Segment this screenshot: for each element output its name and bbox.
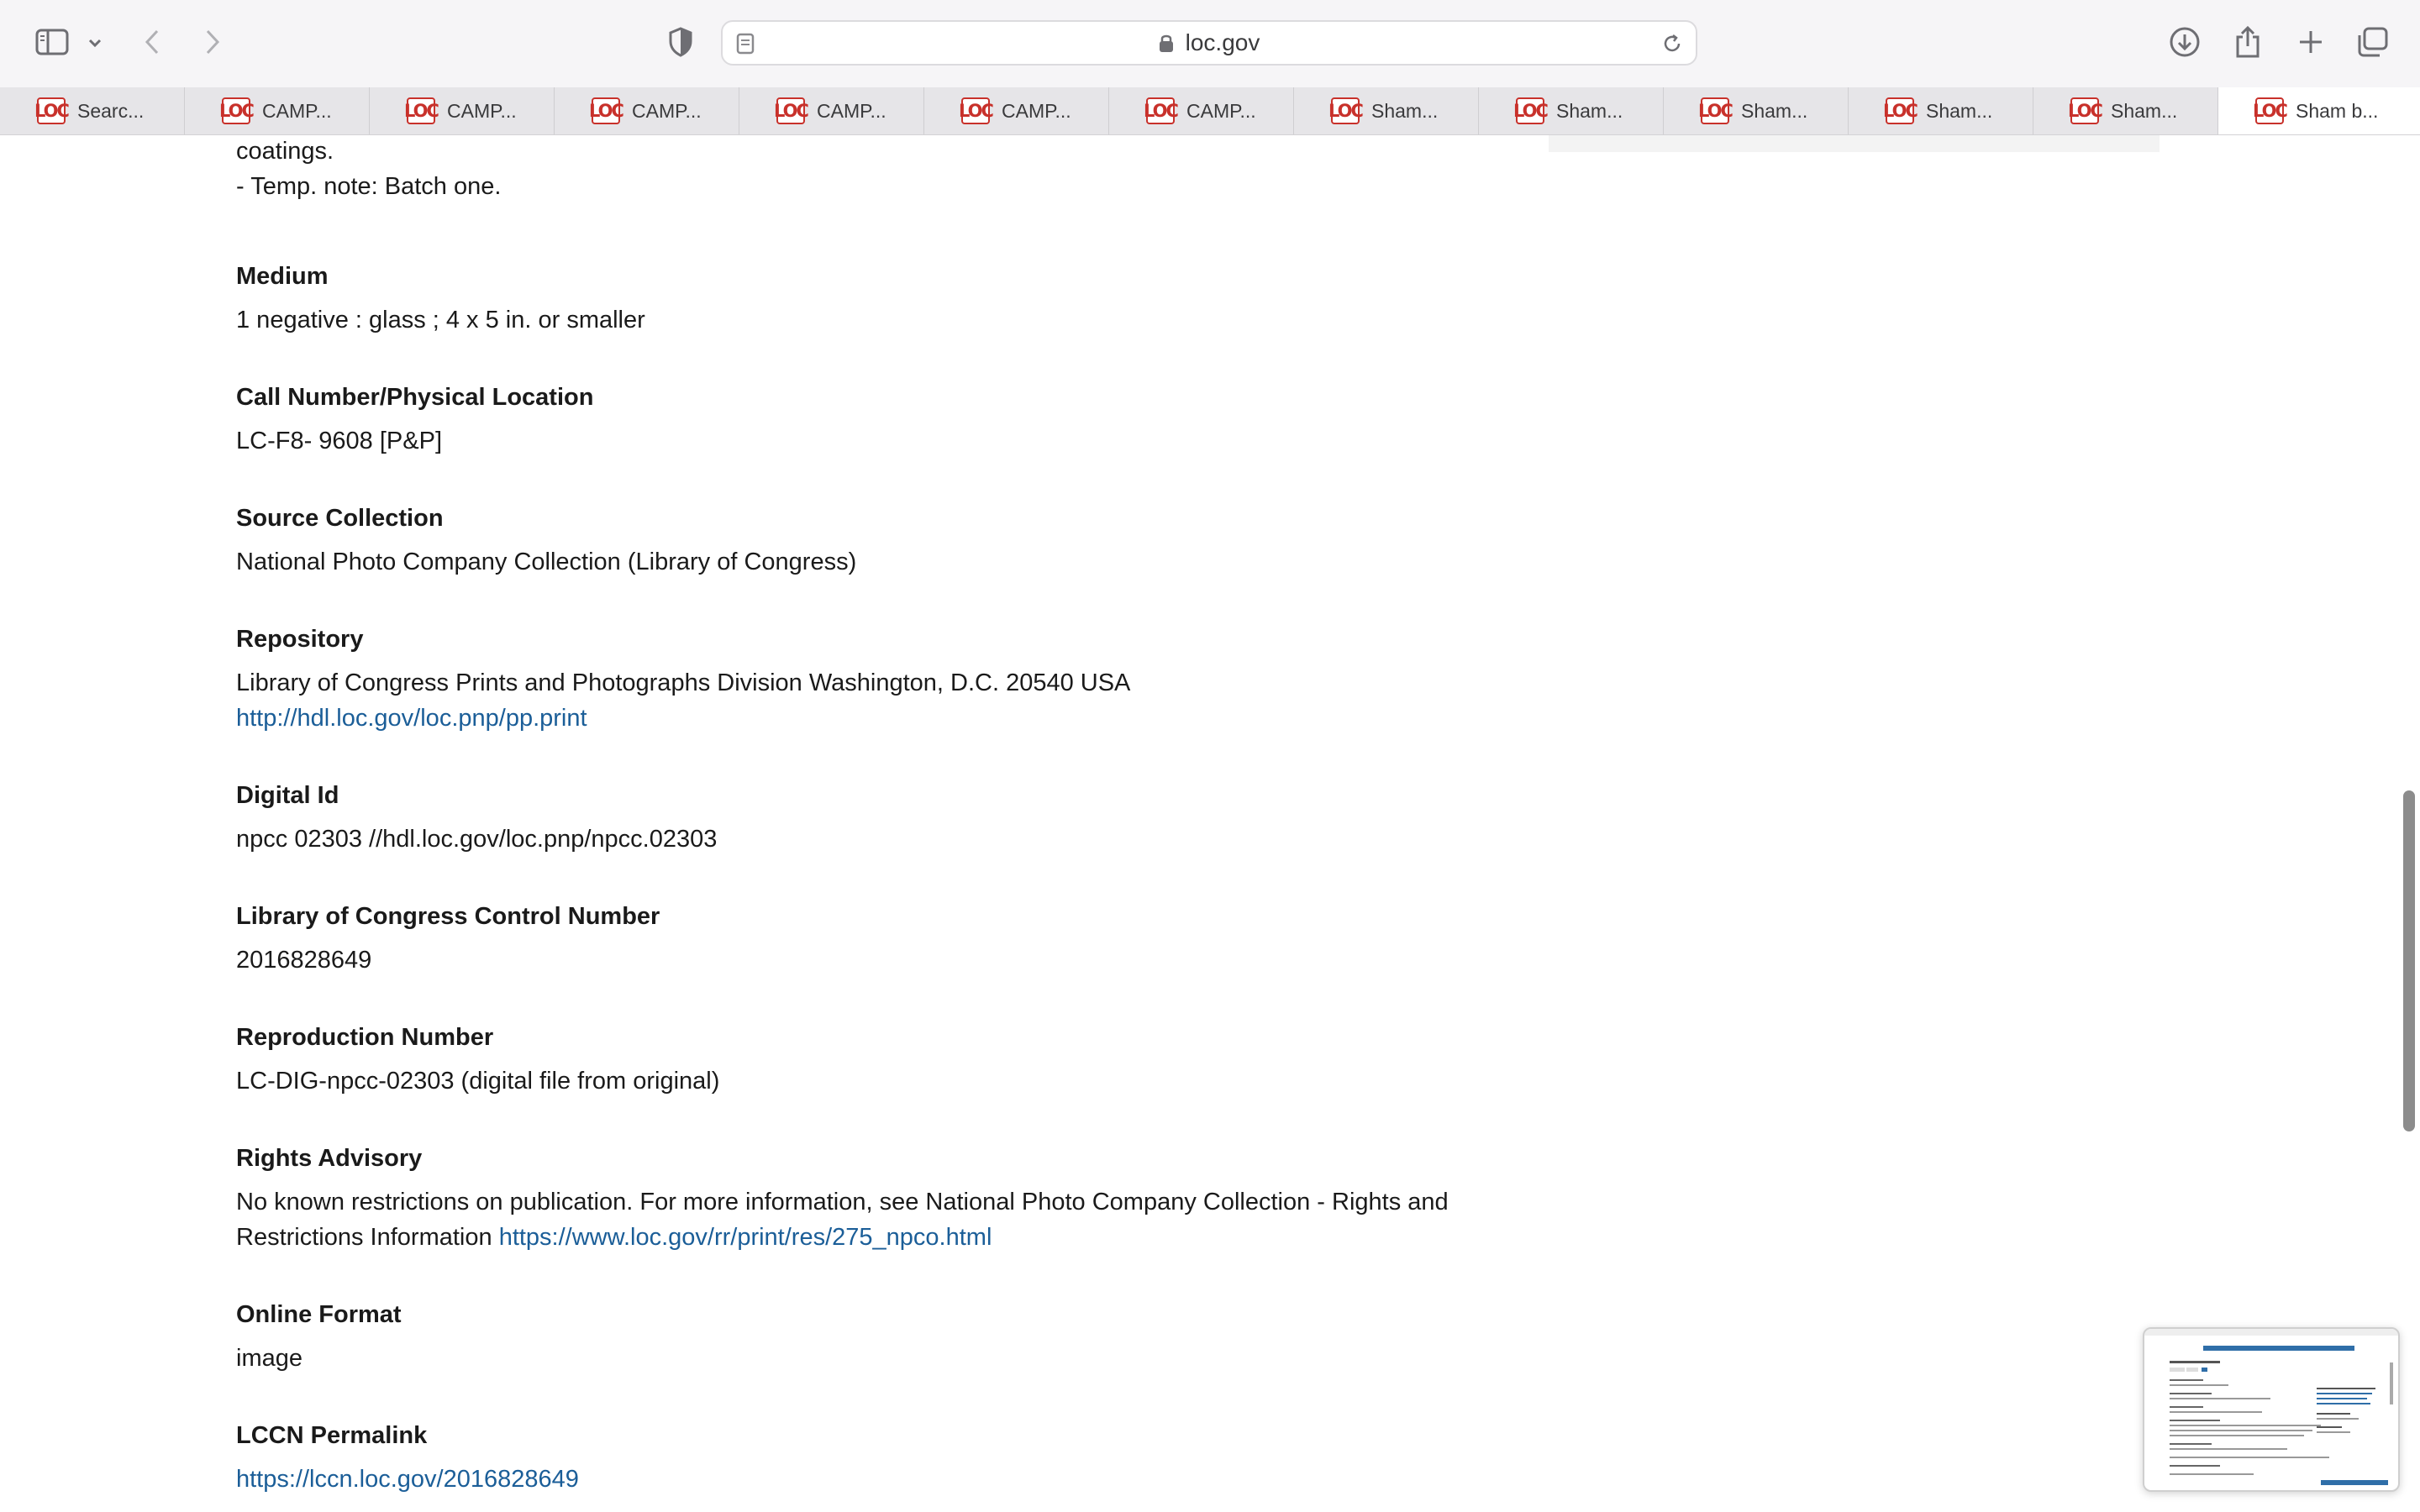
tab-overview-icon[interactable] (2354, 25, 2390, 59)
online-format-section (236, 1299, 402, 1376)
chevron-down-icon[interactable] (84, 30, 106, 55)
sidebar-toggle-icon[interactable] (34, 25, 71, 59)
digital-id-value: npcc 02303 //hdl.loc.gov/loc.pnp/npcc.02303 (236, 826, 718, 853)
rights-label: Rights Advisory (236, 1145, 423, 1172)
source-collection-label: Source Collection (236, 505, 444, 532)
address-bar[interactable] (721, 20, 1697, 66)
tab-6[interactable]: LOC CAMP... (924, 87, 1109, 134)
repository-label: Repository (236, 626, 364, 653)
tab-bar (0, 87, 2420, 135)
loc-favicon-icon: LOC (1886, 97, 1914, 124)
lock-icon (1159, 33, 1174, 53)
digital-id-section (236, 780, 717, 857)
scrollbar-thumb[interactable] (2403, 790, 2415, 1131)
page-preview-thumbnail[interactable] (2143, 1327, 2400, 1492)
tab-9[interactable]: LOC Sham... (1479, 87, 1664, 134)
loc-favicon-icon: LOC (776, 97, 805, 124)
tab-3[interactable]: LOC CAMP... (370, 87, 555, 134)
tab-11[interactable]: LOC Sham... (1849, 87, 2033, 134)
source-collection-value: National Photo Company Collection (Library of Congress) (236, 549, 857, 575)
loc-favicon-icon: LOC (1331, 97, 1360, 124)
scrollbar[interactable] (2396, 135, 2420, 1512)
tab-8[interactable]: LOC Sham... (1294, 87, 1479, 134)
loc-favicon-icon: LOC (222, 97, 250, 124)
call-number-section (236, 382, 593, 459)
loc-favicon-icon: LOC (2255, 97, 2284, 124)
call-number-label: Call Number/Physical Location (236, 384, 594, 411)
address-text: loc.gov (1185, 29, 1260, 55)
loc-favicon-icon: LOC (1146, 97, 1175, 124)
page-content (0, 135, 2420, 1512)
online-format-label: Online Format (236, 1301, 402, 1328)
loc-favicon-icon: LOC (2070, 97, 2099, 124)
back-icon[interactable] (139, 25, 165, 59)
rights-section (236, 1143, 1449, 1255)
source-collection-section (236, 503, 856, 580)
repository-section (236, 624, 1130, 736)
loc-favicon-icon: LOC (1701, 97, 1729, 124)
permalink-section (236, 1420, 579, 1497)
forward-icon[interactable] (200, 25, 225, 59)
tab-10[interactable]: LOC Sham... (1664, 87, 1849, 134)
permalink-label: LCCN Permalink (236, 1422, 428, 1449)
medium-label: Medium (236, 263, 329, 290)
lccn-label: Library of Congress Control Number (236, 903, 660, 930)
medium-value: 1 negative : glass ; 4 x 5 in. or smaller (236, 307, 645, 333)
reproduction-value: LC-DIG-npcc-02303 (digital file from original) (236, 1068, 720, 1095)
tab-1[interactable]: LOC Searc... (0, 87, 185, 134)
loc-favicon-icon: LOC (961, 97, 990, 124)
lccn-value: 2016828649 (236, 947, 372, 974)
notes-partial-line: coatings. (236, 138, 334, 165)
rights-link[interactable]: https://www.loc.gov/rr/print/res/275_npco.html (498, 1224, 992, 1251)
tab-13-active[interactable]: LOC Sham b... (2218, 87, 2420, 134)
tab-2[interactable]: LOC CAMP... (185, 87, 370, 134)
download-icon[interactable] (2168, 25, 2202, 59)
sidebar-panel (1549, 135, 2160, 152)
online-format-value: image (236, 1345, 302, 1372)
call-number-value: LC-F8- 9608 [P&P] (236, 428, 442, 454)
tab-4[interactable]: LOC CAMP... (555, 87, 739, 134)
page-preview-image (2144, 1329, 2398, 1490)
rights-value-line1: No known restrictions on publication. For more information, see National Photo Company Collection - Rights and (236, 1189, 1449, 1215)
digital-id-label: Digital Id (236, 782, 339, 809)
loc-favicon-icon: LOC (37, 97, 66, 124)
loc-favicon-icon: LOC (592, 97, 620, 124)
loc-favicon-icon: LOC (407, 97, 435, 124)
loc-favicon-icon: LOC (1516, 97, 1544, 124)
tab-7[interactable]: LOC CAMP... (1109, 87, 1294, 134)
notes-fragment (236, 135, 501, 204)
medium-section (236, 261, 645, 338)
repository-value: Library of Congress Prints and Photographs Division Washington, D.C. 20540 USA (236, 669, 1131, 696)
tab-5[interactable]: LOC CAMP... (739, 87, 924, 134)
lccn-section (236, 901, 660, 978)
repository-link[interactable]: http://hdl.loc.gov/loc.pnp/pp.print (236, 705, 587, 732)
shield-icon[interactable] (666, 25, 696, 59)
reproduction-section (236, 1022, 719, 1099)
share-icon[interactable] (2232, 24, 2264, 60)
rights-value-line2: Restrictions Information (236, 1224, 492, 1251)
permalink-link[interactable]: https://lccn.loc.gov/2016828649 (236, 1466, 579, 1493)
reproduction-label: Reproduction Number (236, 1024, 494, 1051)
temp-note: - Temp. note: Batch one. (236, 173, 502, 200)
new-tab-icon[interactable] (2294, 25, 2328, 59)
browser-toolbar (0, 0, 2420, 88)
tab-12[interactable]: LOC Sham... (2033, 87, 2218, 134)
reload-icon[interactable] (1660, 32, 1684, 55)
